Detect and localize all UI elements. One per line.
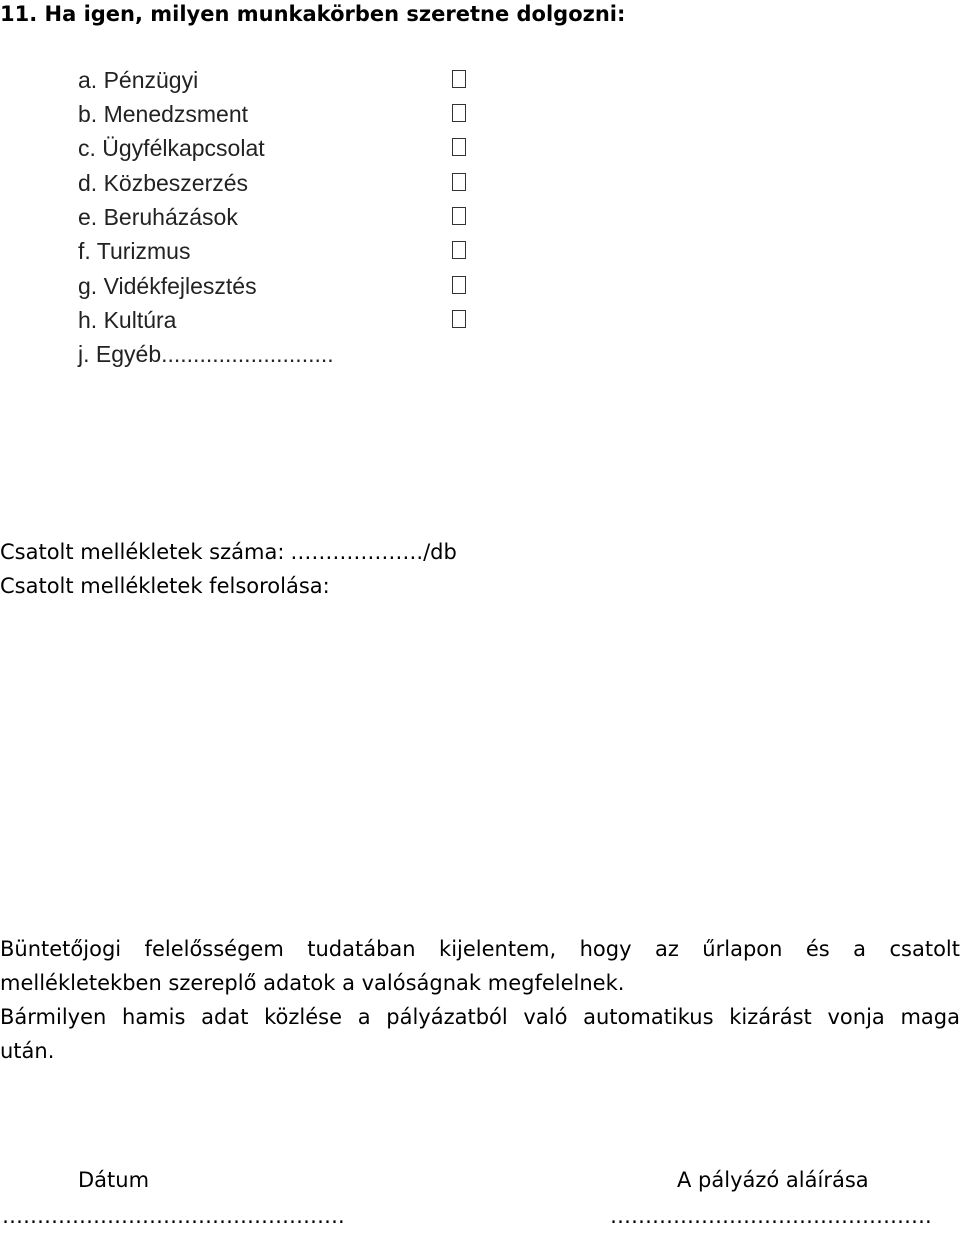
option-culture-label: h. Kultúra (78, 307, 177, 333)
option-other-label[interactable]: j. Egyéb........................... (78, 341, 334, 367)
option-procurement-label: d. Közbeszerzés (78, 170, 249, 196)
declaration-line: után. (0, 1039, 55, 1063)
option-rural-development-label: g. Vidékfejlesztés (78, 273, 257, 299)
declaration-line: mellékletekben szereplő adatok a valóságnak megfelelnek. (0, 971, 625, 995)
option-management-label: b. Menedzsment (78, 101, 249, 127)
option-tourism-checkbox[interactable] (452, 241, 466, 259)
option-customer-relations-checkbox[interactable] (452, 138, 466, 156)
question-title: 11. Ha igen, milyen munkakörben szeretne dolgozni: (0, 2, 626, 26)
signature-label: A pályázó aláírása (677, 1168, 869, 1192)
attachment-count-blank[interactable]: ………………. (290, 540, 424, 564)
option-rural-development-checkbox[interactable] (452, 276, 466, 294)
option-investments-label: e. Beruházások (78, 204, 238, 230)
option-culture-checkbox[interactable] (452, 310, 466, 328)
option-procurement-checkbox[interactable] (452, 173, 466, 191)
option-finance-label: a. Pénzügyi (78, 67, 199, 93)
date-label: Dátum (78, 1168, 150, 1192)
declaration-line: Büntetőjogi felelősségem tudatában kijelentem, hogy az űrlapon és a csatolt (0, 937, 960, 961)
option-management-checkbox[interactable] (452, 104, 466, 122)
signature-blank[interactable]: ………………………………………. (610, 1204, 932, 1228)
option-customer-relations-label: c. Ügyfélkapcsolat (78, 135, 265, 161)
attachment-count-unit: /db (423, 540, 457, 564)
declaration-paragraph (0, 932, 960, 1068)
option-investments-checkbox[interactable] (452, 207, 466, 225)
declaration-line: Bármilyen hamis adat közlése a pályázatból való automatikus kizárást vonja maga (0, 1005, 960, 1029)
attachment-count-line (0, 536, 457, 568)
attachment-list-label: Csatolt mellékletek felsorolása: (0, 574, 330, 598)
option-finance-checkbox[interactable] (452, 70, 466, 88)
date-blank[interactable]: …………………………………………. (2, 1204, 345, 1228)
option-tourism-label: f. Turizmus (78, 238, 191, 264)
attachment-count-label: Csatolt mellékletek száma: (0, 540, 285, 564)
